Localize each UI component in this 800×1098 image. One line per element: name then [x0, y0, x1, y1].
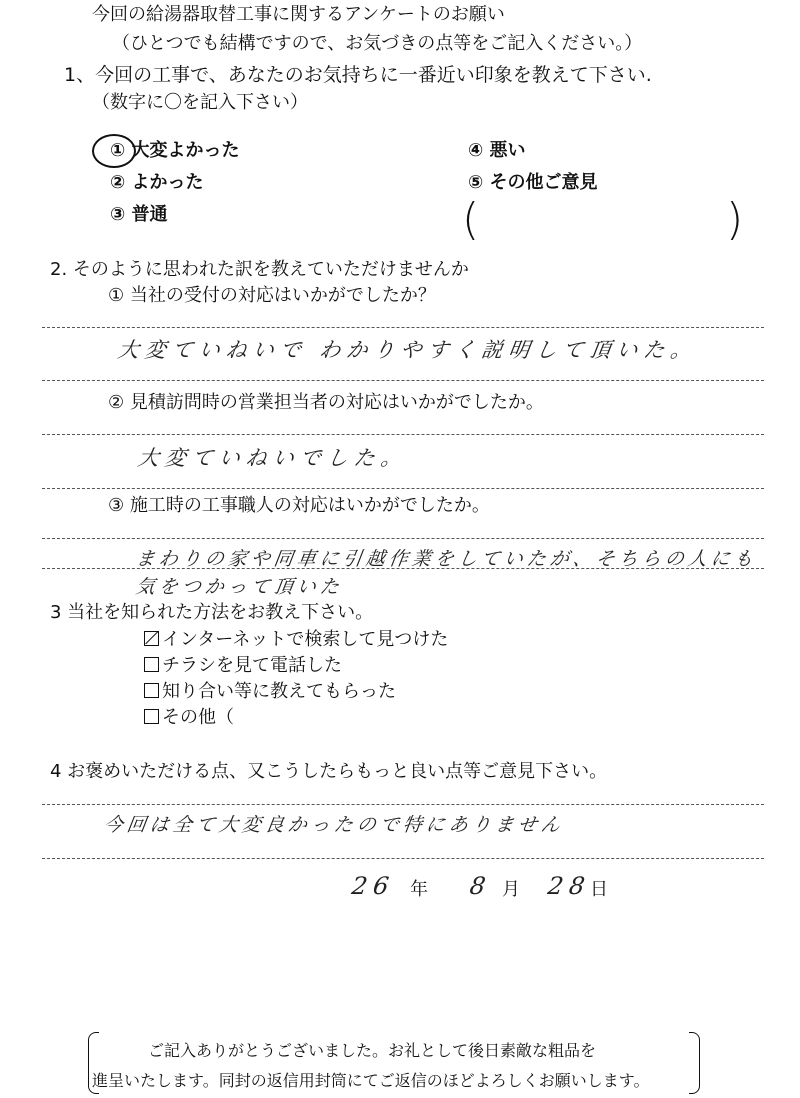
q3-option-acquaintance-label: 知り合い等に教えてもらった: [162, 681, 396, 702]
answer-line: [42, 380, 764, 381]
footer-line1: ご記入ありがとうございました。お礼として後日素敵な粗品を: [148, 1041, 597, 1060]
date-day[interactable]: 28: [546, 872, 593, 900]
q1-option-5-num: ⑤: [468, 172, 484, 193]
q3-checkbox-acquaintance[interactable]: [144, 683, 159, 698]
other-open-paren: (: [462, 194, 480, 245]
q3-option-internet[interactable]: [144, 629, 448, 651]
q1-option-3[interactable]: [110, 204, 168, 226]
q2-question: 2. そのように思われた訳を教えていただけませんか: [50, 259, 469, 280]
page-title: 今回の給湯器取替工事に関するアンケートのお願い: [92, 4, 505, 25]
q1-option-4-label: 悪い: [489, 140, 526, 161]
q1-option-5-label: その他ご意見: [489, 172, 598, 193]
q1-instruction: （数字に〇を記入下さい）: [92, 92, 308, 113]
answer-line: [42, 568, 764, 569]
date-month-unit: 月: [502, 879, 520, 900]
date-day-unit: 日: [590, 879, 608, 900]
q3-option-other-label: その他（: [162, 707, 234, 728]
q2-sub3: ③ 施工時の工事職人の対応はいかがでしたか。: [108, 495, 490, 516]
q3-option-flyer-label: チラシを見て電話した: [162, 655, 342, 676]
q4-question: 4 お褒めいただける点、又こうしたらもっと良い点等ご意見下さい。: [50, 761, 608, 782]
answer-line: [42, 804, 764, 805]
footer-line2: 進呈いたします。同封の返信用封筒にてご返信のほどよろしくお願いします。: [92, 1071, 650, 1090]
q1-option-1[interactable]: [110, 140, 240, 162]
answer-line: [42, 327, 764, 328]
page-subtitle: （ひとつでも結構ですので、お気づきの点等をご記入ください。）: [112, 33, 643, 54]
q1-option-5[interactable]: [468, 172, 598, 194]
q2-answer3-line2[interactable]: 気をつかって頂いた: [134, 576, 345, 598]
q1-option-2-num: ②: [110, 172, 126, 193]
q1-option-3-label: 普通: [131, 204, 168, 225]
answer-line: [42, 488, 764, 489]
q3-option-flyer[interactable]: [144, 655, 342, 677]
answer-line: [42, 858, 764, 859]
q1-option-3-num: ③: [110, 204, 126, 225]
q1-option-4-num: ④: [468, 140, 484, 161]
q2-sub2: ② 見積訪問時の営業担当者の対応はいかがでしたか。: [108, 392, 544, 413]
date-month[interactable]: 8: [468, 872, 494, 900]
q1-option-1-num: ①: [110, 140, 126, 161]
q2-answer1[interactable]: 大変ていねいで わかりやすく説明して頂いた。: [116, 338, 700, 362]
q2-sub1: ① 当社の受付の対応はいかがでしたか？: [108, 285, 436, 306]
q3-checkbox-internet[interactable]: [144, 631, 159, 646]
date-year-unit: 年: [410, 879, 428, 900]
q1-option-2[interactable]: [110, 172, 204, 194]
q3-option-internet-label: インターネットで検索して見つけた: [162, 629, 449, 650]
answer-line: [42, 538, 764, 539]
q3-option-other[interactable]: [144, 707, 234, 729]
q1-option-4[interactable]: [468, 140, 526, 162]
q3-checkbox-other[interactable]: [144, 709, 159, 724]
q3-option-acquaintance[interactable]: [144, 681, 396, 703]
q3-checkbox-flyer[interactable]: [144, 657, 159, 672]
date-year[interactable]: 26: [350, 872, 397, 900]
q4-answer[interactable]: 今回は全て大変良かったので特にありません: [102, 814, 566, 836]
answer-line: [42, 434, 764, 435]
q2-answer3-line1[interactable]: まわりの家や同車に引越作業をしていたが、そちらの人にも: [134, 548, 759, 570]
q2-answer2[interactable]: 大変ていねいでした。: [136, 446, 410, 470]
q1-question: 1、今回の工事で、あなたのお気持ちに一番近い印象を教えて下さい.: [64, 64, 652, 86]
q1-option-1-label: 大変よかった: [131, 140, 240, 161]
q1-option-2-label: よかった: [131, 172, 204, 193]
other-close-paren: ): [726, 194, 744, 245]
footer-right-bracket: [689, 1032, 700, 1094]
q3-question: 3 当社を知られた方法をお教え下さい。: [50, 602, 374, 623]
